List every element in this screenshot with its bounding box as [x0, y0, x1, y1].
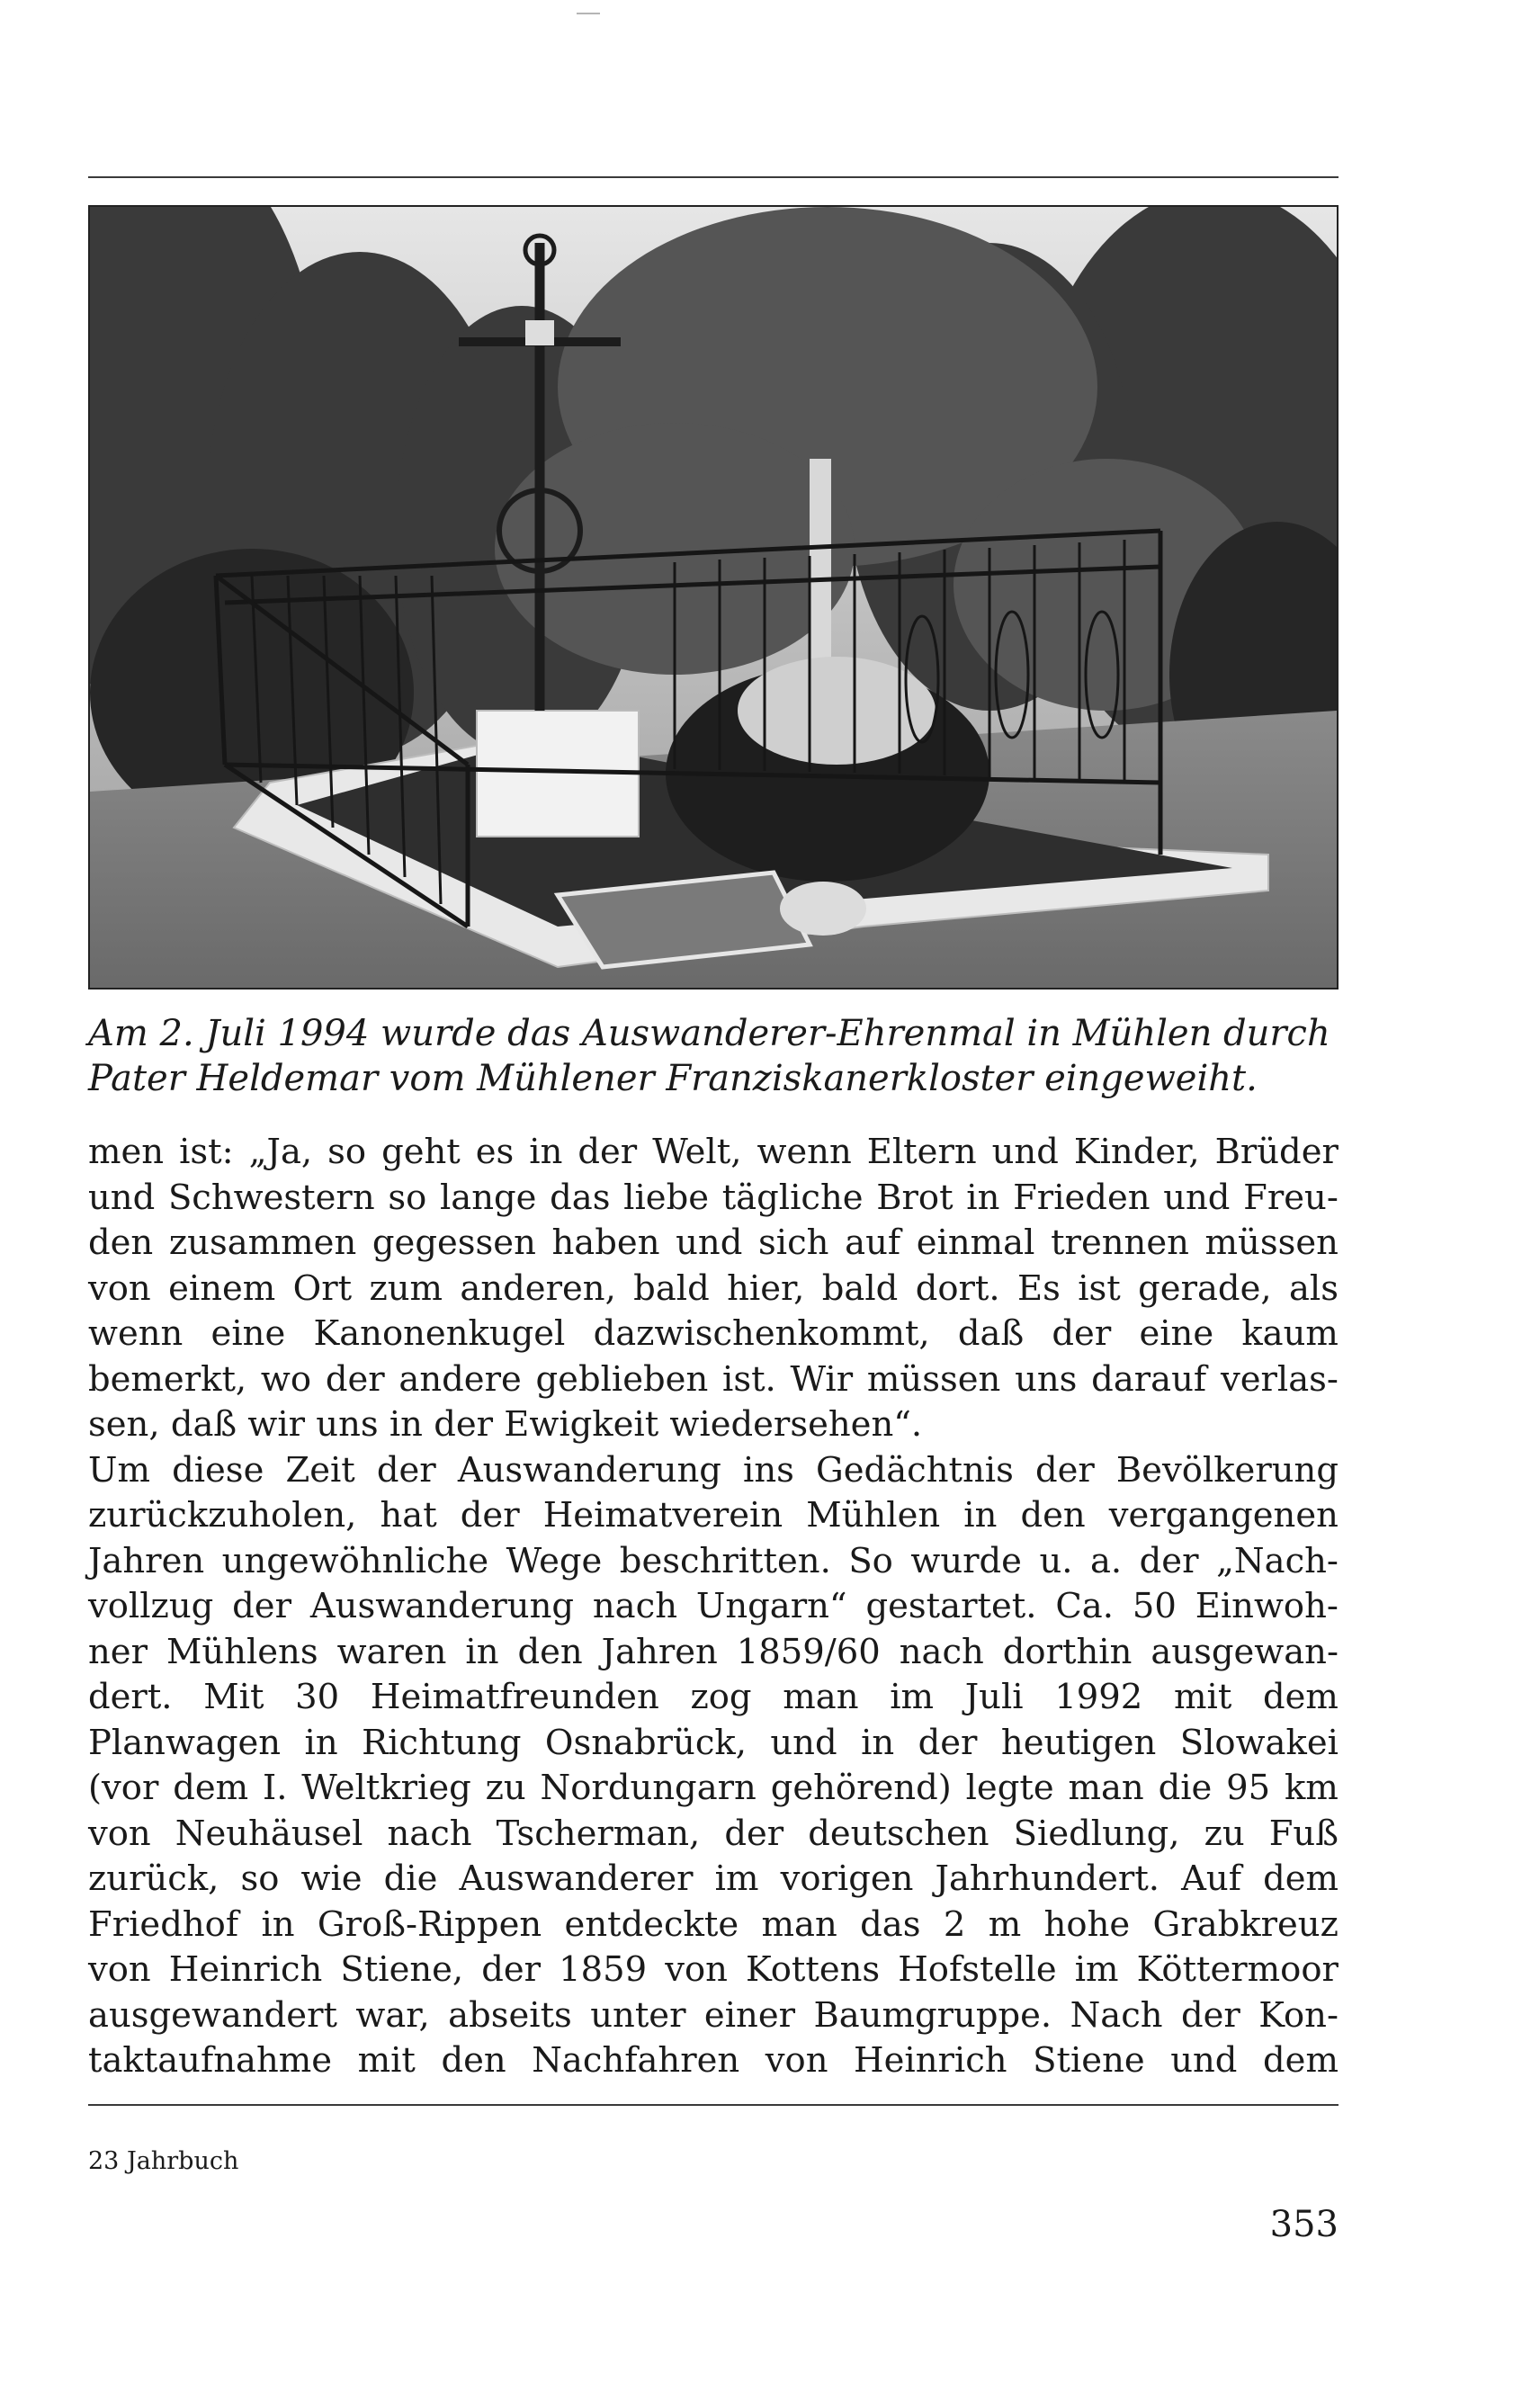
caption-line: Pater Heldemar vom Mühlener Franziskanerkloster eingeweiht.: [88, 1058, 1258, 1099]
body-line: Um diese Zeit der Auswanderung ins Gedächtnis der Bevölkerung: [88, 1449, 1339, 1491]
body-line: taktaufnahme mit den Nachfahren von Heinrich Stiene und dem: [88, 2040, 1339, 2081]
body-line: Planwagen in Richtung Osnabrück, und in der heutigen Slowakei: [88, 1722, 1339, 1763]
top-crop-mark: [577, 13, 600, 14]
body-line: den zusammen gegessen haben und sich auf einmal trennen müssen: [88, 1222, 1339, 1263]
body-line: dert. Mit 30 Heimatfreunden zog man im Juli 1992 mit dem: [88, 1677, 1339, 1717]
body-line: ner Mühlens waren in den Jahren 1859/60 nach dorthin ausgewan-: [88, 1631, 1339, 1672]
body-line: Jahren ungewöhnliche Wege beschritten. So wurde u. a. der „Nach-: [88, 1540, 1339, 1581]
body-line: men ist: „Ja, so geht es in der Welt, wenn Eltern und Kinder, Brüder: [88, 1132, 1339, 1172]
caption-line: Am 2. Juli 1994 wurde das Auswanderer-Ehrenmal in Mühlen durch: [88, 1013, 1330, 1054]
body-line: von Neuhäusel nach Tscherman, der deutschen Siedlung, zu Fuß: [88, 1813, 1339, 1854]
figure-caption: [88, 1011, 1348, 1101]
memorial-photo: [88, 205, 1339, 990]
bottom-rule: [88, 2104, 1339, 2106]
page-number: 353: [1269, 2204, 1339, 2245]
body-line: zurück, so wie die Auswanderer im vorigen Jahrhundert. Auf dem: [88, 1858, 1339, 1899]
body-line: wenn eine Kanonenkugel dazwischenkommt, daß der eine kaum: [88, 1313, 1339, 1354]
body-line: bemerkt, wo der andere geblieben ist. Wir müssen uns darauf verlas-: [88, 1358, 1339, 1400]
body-line: (vor dem I. Weltkrieg zu Nordungarn gehörend) legte man die 95 km: [88, 1768, 1339, 1808]
footer-note: 23 Jahrbuch: [88, 2147, 239, 2175]
body-line: sen, daß wir uns in der Ewigkeit wiedersehen“.: [88, 1404, 923, 1445]
body-line: und Schwestern so lange das liebe tägliche Brot in Frieden und Freu-: [88, 1177, 1339, 1218]
body-text: [88, 1130, 1348, 2084]
body-line: von einem Ort zum anderen, bald hier, bald dort. Es ist gerade, als: [88, 1267, 1339, 1309]
body-line: vollzug der Auswanderung nach Ungarn“ gestartet. Ca. 50 Einwoh-: [88, 1586, 1339, 1626]
body-line: zurückzuholen, hat der Heimatverein Mühlen in den vergangenen: [88, 1495, 1339, 1536]
body-line: von Heinrich Stiene, der 1859 von Kottens Hofstelle im Köttermoor: [88, 1949, 1339, 1990]
top-rule: [88, 176, 1339, 178]
body-line: ausgewandert war, abseits unter einer Baumgruppe. Nach der Kon-: [88, 1994, 1339, 2036]
body-line: Friedhof in Groß-Rippen entdeckte man das 2 m hohe Grabkreuz: [88, 1903, 1339, 1945]
